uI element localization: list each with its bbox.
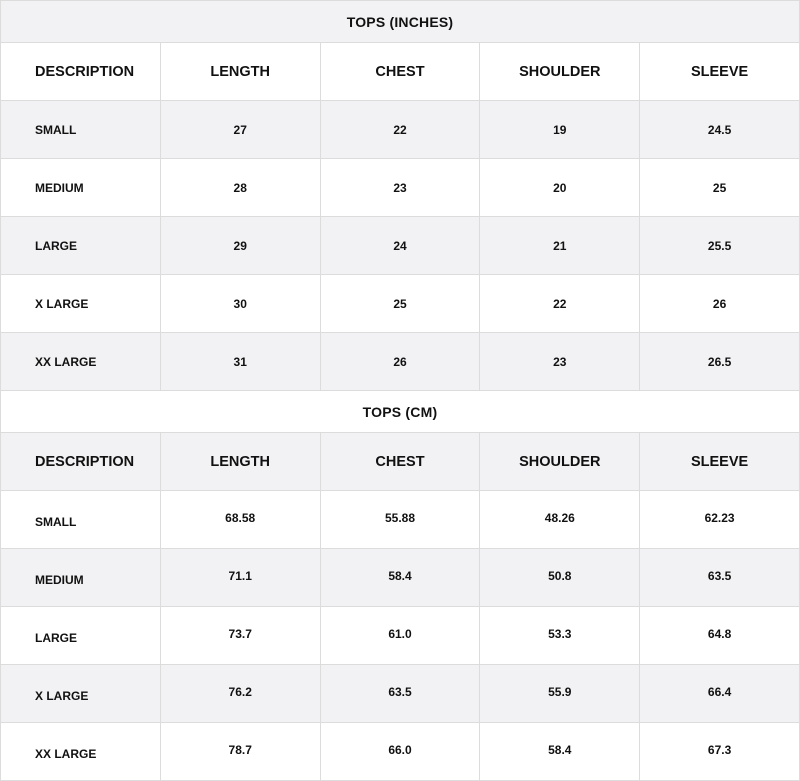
sleeve-value: 66.4 (640, 665, 800, 723)
shoulder-value: 22 (480, 275, 640, 333)
table-row (1, 607, 800, 665)
chest-value: 58.4 (320, 549, 480, 607)
length-value: 76.2 (160, 665, 320, 723)
table-row (1, 217, 800, 275)
size-label: LARGE (1, 217, 161, 275)
column-header-sleeve: SLEEVE (640, 433, 800, 491)
column-header-description: DESCRIPTION (1, 433, 161, 491)
length-value: 78.7 (160, 723, 320, 781)
sleeve-value: 24.5 (640, 101, 800, 159)
sleeve-value: 25 (640, 159, 800, 217)
table-row (1, 723, 800, 781)
column-header-chest: CHEST (320, 43, 480, 101)
sleeve-value: 25.5 (640, 217, 800, 275)
chest-value: 26 (320, 333, 480, 391)
inches-header-row (1, 43, 800, 101)
chest-value: 22 (320, 101, 480, 159)
table-row (1, 101, 800, 159)
column-header-length: LENGTH (160, 433, 320, 491)
column-header-sleeve: SLEEVE (640, 43, 800, 101)
length-value: 71.1 (160, 549, 320, 607)
cm-table-title: TOPS (CM) (1, 391, 800, 433)
shoulder-value: 58.4 (480, 723, 640, 781)
length-value: 31 (160, 333, 320, 391)
table-row (1, 549, 800, 607)
chest-value: 23 (320, 159, 480, 217)
size-label: MEDIUM (1, 549, 161, 607)
inches-title-row (1, 1, 800, 43)
size-label: X LARGE (1, 665, 161, 723)
chest-value: 63.5 (320, 665, 480, 723)
shoulder-value: 53.3 (480, 607, 640, 665)
sleeve-value: 67.3 (640, 723, 800, 781)
chest-value: 55.88 (320, 491, 480, 549)
size-label: SMALL (1, 101, 161, 159)
column-header-description: DESCRIPTION (1, 43, 161, 101)
table-row (1, 665, 800, 723)
length-value: 30 (160, 275, 320, 333)
table-row (1, 333, 800, 391)
column-header-length: LENGTH (160, 43, 320, 101)
column-header-shoulder: SHOULDER (480, 433, 640, 491)
cm-title-row (1, 391, 800, 433)
column-header-chest: CHEST (320, 433, 480, 491)
table-row (1, 491, 800, 549)
size-label: XX LARGE (1, 333, 161, 391)
chest-value: 24 (320, 217, 480, 275)
size-label: X LARGE (1, 275, 161, 333)
shoulder-value: 19 (480, 101, 640, 159)
shoulder-value: 55.9 (480, 665, 640, 723)
table-row (1, 275, 800, 333)
inches-table-title: TOPS (INCHES) (1, 1, 800, 43)
size-label: SMALL (1, 491, 161, 549)
chest-value: 61.0 (320, 607, 480, 665)
chest-value: 66.0 (320, 723, 480, 781)
sleeve-value: 26 (640, 275, 800, 333)
sleeve-value: 26.5 (640, 333, 800, 391)
length-value: 28 (160, 159, 320, 217)
column-header-shoulder: SHOULDER (480, 43, 640, 101)
size-label: MEDIUM (1, 159, 161, 217)
table-row (1, 159, 800, 217)
shoulder-value: 50.8 (480, 549, 640, 607)
length-value: 73.7 (160, 607, 320, 665)
cm-header-row (1, 433, 800, 491)
sleeve-value: 62.23 (640, 491, 800, 549)
sleeve-value: 64.8 (640, 607, 800, 665)
shoulder-value: 21 (480, 217, 640, 275)
sleeve-value: 63.5 (640, 549, 800, 607)
size-label: LARGE (1, 607, 161, 665)
chest-value: 25 (320, 275, 480, 333)
length-value: 29 (160, 217, 320, 275)
shoulder-value: 48.26 (480, 491, 640, 549)
length-value: 68.58 (160, 491, 320, 549)
length-value: 27 (160, 101, 320, 159)
shoulder-value: 20 (480, 159, 640, 217)
shoulder-value: 23 (480, 333, 640, 391)
size-label: XX LARGE (1, 723, 161, 781)
